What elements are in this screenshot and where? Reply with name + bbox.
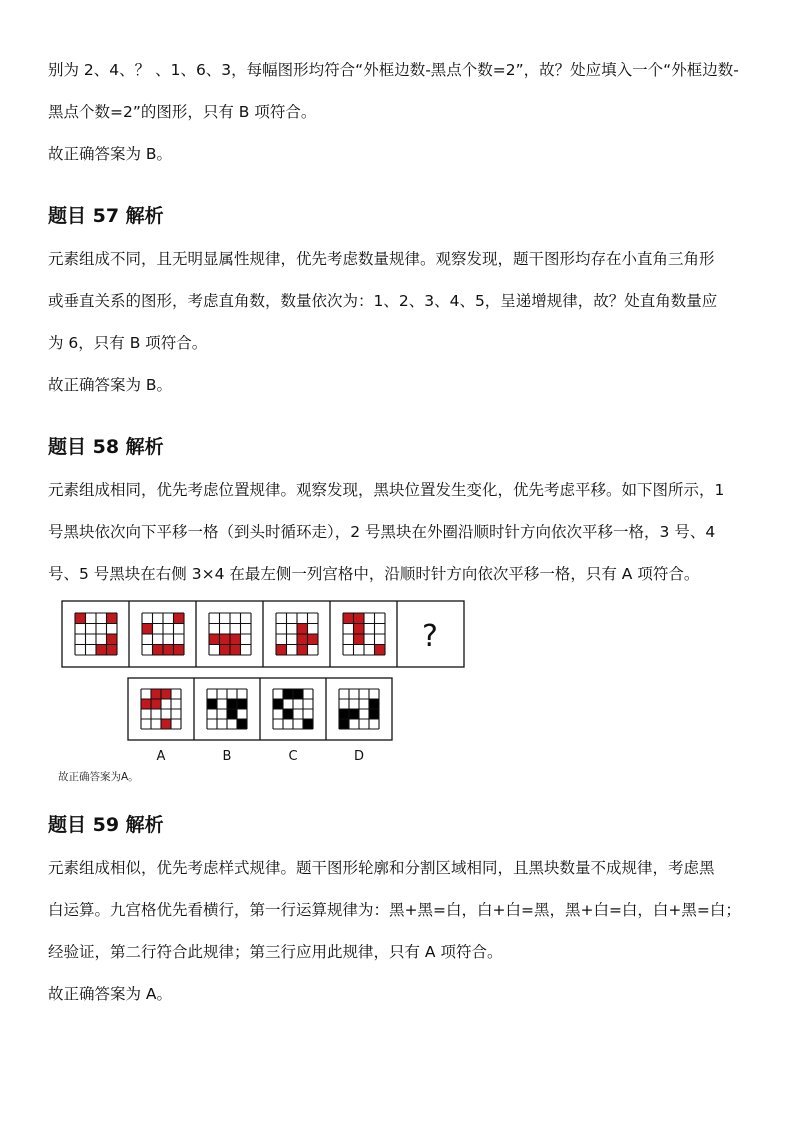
grid-block: [339, 719, 349, 729]
q58-heading: 题目 58 解析: [48, 436, 164, 458]
q58-option-label-c: C: [288, 749, 298, 764]
grid-block: [237, 699, 247, 709]
q58-question-mark: ?: [422, 619, 438, 654]
grid-block: [237, 719, 247, 729]
grid-block: [303, 719, 313, 729]
q57-text-line-2: 或垂直关系的图形，考虑直角数，数量依次为：1、2、3、4、5，呈递增规律，故？处直角数量应: [48, 292, 718, 310]
grid-block: [273, 699, 283, 709]
grid-block: [276, 645, 287, 656]
q59-answer: 故正确答案为 A。: [48, 985, 173, 1003]
grid-block: [297, 634, 308, 645]
grid-block: [96, 645, 107, 656]
q56-text-line-1: 别为 2、4、？ 、1、6、3，每幅图形均符合“外框边数-黑点个数=2”，故？处应填入一个“外框边数-: [48, 61, 739, 79]
grid-block: [107, 613, 118, 624]
grid-block: [354, 634, 365, 645]
q58-stem-grid: [142, 613, 184, 655]
q59-heading: 题目 59 解析: [48, 814, 164, 836]
grid-block: [163, 645, 174, 656]
q58-option-grid: [141, 689, 181, 729]
q58-option-label-a: A: [156, 749, 166, 764]
q58-stem-row: [62, 601, 464, 667]
grid-block: [107, 645, 118, 656]
grid-block: [220, 634, 231, 645]
q58-option-grid: [273, 689, 313, 729]
grid-block: [283, 689, 293, 699]
grid-block: [369, 709, 379, 719]
q58-figure-caption: 故正确答案为A。: [58, 771, 139, 783]
q57-text-line-1: 元素组成不同，且无明显属性规律，优先考虑数量规律。观察发现，题干图形均存在小直角三角形: [48, 250, 715, 268]
grid-block: [369, 699, 379, 709]
grid-block: [161, 719, 171, 729]
grid-block: [354, 624, 365, 635]
q58-options-row: [128, 678, 392, 764]
q58-option-grid: [339, 689, 379, 729]
grid-block: [343, 613, 354, 624]
grid-block: [230, 645, 241, 656]
q59-text-line-3: 经验证，第二行符合此规律；第三行应用此规律，只有 A 项符合。: [48, 943, 503, 961]
grid-block: [174, 613, 185, 624]
q59-text-line-2: 白运算。九宫格优先看横行，第一行运算规律为：黑+黑=白，白+白=黑，黑+白=白，白+黑=白；: [48, 901, 741, 919]
grid-block: [283, 709, 293, 719]
grid-block: [153, 645, 164, 656]
grid-block: [207, 699, 217, 709]
q57-text-line-3: 为 6，只有 B 项符合。: [48, 334, 208, 352]
grid-block: [141, 699, 151, 709]
grid-block: [375, 645, 386, 656]
q58-stem-grid: [276, 613, 318, 655]
q58-text-line-1: 元素组成相同，优先考虑位置规律。观察发现，黑块位置发生变化，优先考虑平移。如下图所示，1: [48, 481, 725, 499]
q58-stem-grid: [75, 613, 117, 655]
q56-answer: 故正确答案为 B。: [48, 145, 173, 163]
grid-block: [308, 634, 319, 645]
q58-stem-grid: [209, 613, 251, 655]
q59-text-line-1: 元素组成相似，优先考虑样式规律。题干图形轮廓和分割区域相同，且黑块数量不成规律，考虑黑: [48, 859, 715, 877]
grid-block: [161, 689, 171, 699]
grid-block: [297, 645, 308, 656]
grid-block: [297, 624, 308, 635]
grid-block: [227, 699, 237, 709]
grid-block: [220, 645, 231, 656]
q57-heading: 题目 57 解析: [48, 205, 164, 227]
q57-answer: 故正确答案为 B。: [48, 376, 173, 394]
grid-block: [354, 613, 365, 624]
grid-block: [151, 699, 161, 709]
q58-option-grid: [207, 689, 247, 729]
grid-block: [151, 689, 161, 699]
grid-block: [227, 709, 237, 719]
q56-text-line-2: 黑点个数=2”的图形，只有 B 项符合。: [48, 103, 317, 121]
q58-text-line-3: 号、5 号黑块在右侧 3×4 在最左侧一列宫格中，沿顺时针方向依次平移一格，只有 A 项符合。: [48, 565, 700, 583]
q58-text-line-2: 号黑块依次向下平移一格（到头时循环走），2 号黑块在外圈沿顺时针方向依次平移一格，3 号、4: [48, 523, 716, 541]
grid-block: [142, 624, 153, 635]
q58-stem-grid: [343, 613, 385, 655]
grid-block: [75, 613, 86, 624]
grid-block: [230, 634, 241, 645]
q58-option-label-d: D: [353, 749, 365, 764]
grid-block: [349, 709, 359, 719]
grid-block: [293, 689, 303, 699]
grid-block: [107, 634, 118, 645]
grid-block: [209, 634, 220, 645]
grid-block: [339, 709, 349, 719]
grid-block: [174, 645, 185, 656]
q58-option-label-b: B: [222, 749, 232, 764]
